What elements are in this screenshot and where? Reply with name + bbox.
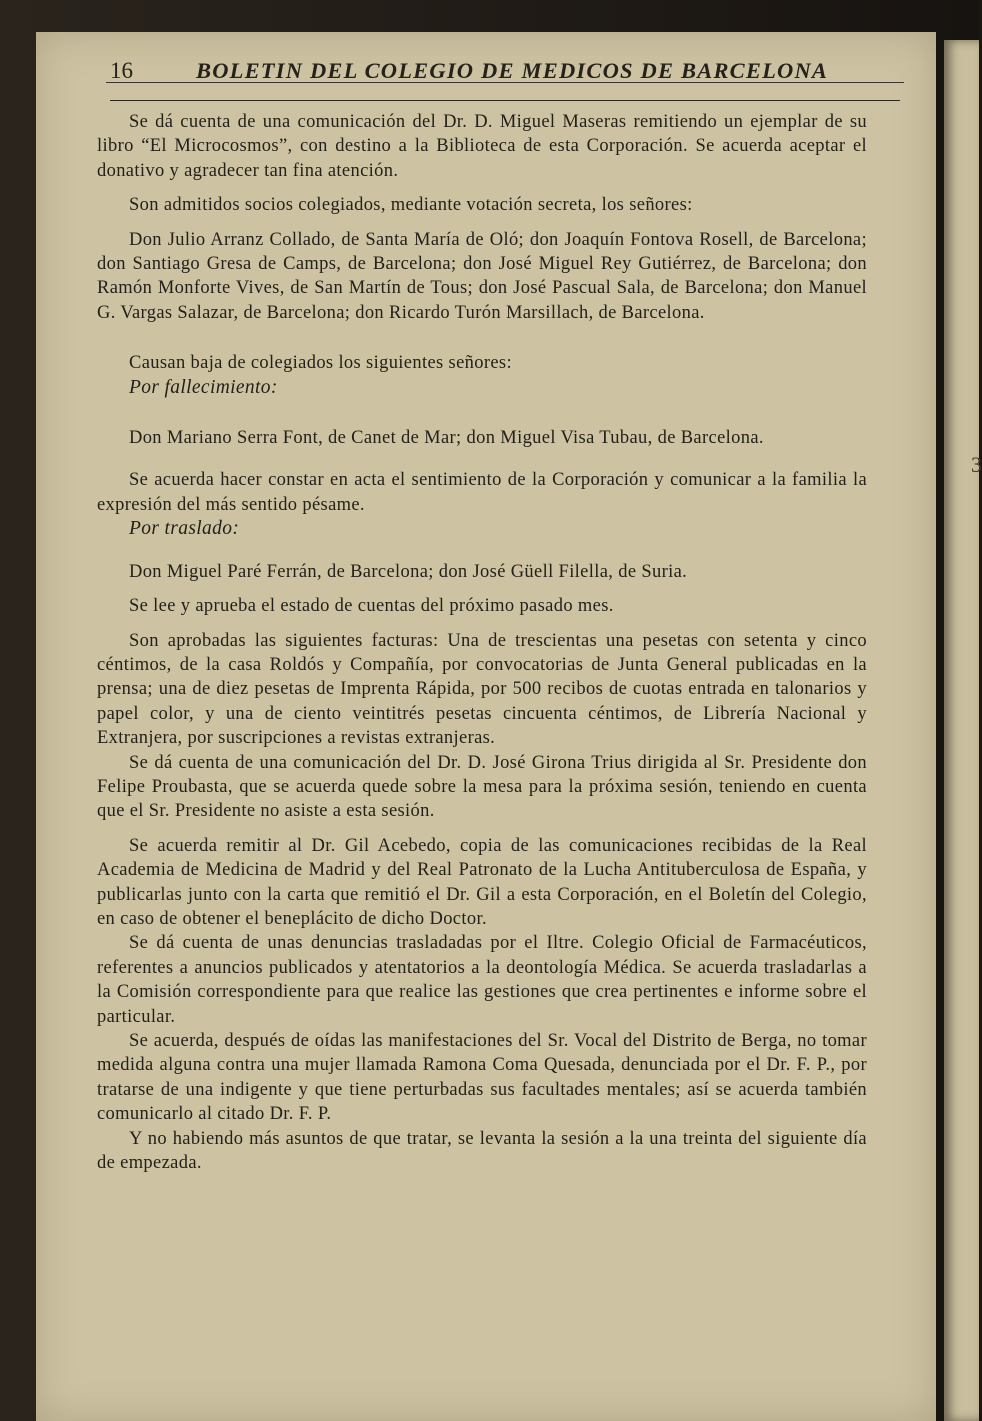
paragraph-admitted-list: Don Julio Arranz Collado, de Santa María de Oló; don Joaquín Fontova Rosell, de Barcelona; don Santiago Gresa de Camps, de Barcelona; don José Miguel Rey Gutiérrez, de Barcelona; don Ramón Monforte Vives, de San Martín de Tous; don José Pascual Sala, de Barcelona; don Manuel G. Vargas Salazar, de Barcelona; don Ricardo Turón Marsillach, de Barcelona.	[97, 229, 867, 323]
running-title: BOLETIN DEL COLEGIO DE MEDICOS DE BARCELONA	[196, 58, 829, 83]
next-page-edge	[944, 40, 982, 1421]
paragraph-closing: Y no habiendo más asuntos de que tratar, se levanta la sesión a la una treinta del siguiente día de empezada.	[97, 1128, 867, 1174]
paragraph-accounts: Se lee y aprueba el estado de cuentas del próximo pasado mes.	[129, 596, 614, 617]
paragraph-condolences: Se acuerda hacer constar en acta el sentimiento de la Corporación y comunicar a la familia la expresión del más sentido pésame.	[97, 470, 867, 515]
page-number: 16	[110, 58, 133, 83]
paragraph-removed-intro: Causan baja de colegiados los siguientes señores:	[129, 353, 512, 374]
paragraph-berga: Se acuerda, después de oídas las manifestaciones del Sr. Vocal del Distrito de Berga, no tomar medida alguna contra una mujer llamada Ramona Coma Quesada, denunciada por el Dr. F. P., por tratarse de una indigente y que tiene perturbadas sus facultades mentales; así se acuerda también comunicarlo al citado Dr. F. P.	[97, 1031, 867, 1125]
paragraph-admitted-intro: Son admitidos socios colegiados, mediante votación secreta, los señores:	[129, 195, 693, 216]
paragraph-acebedo: Se acuerda remitir al Dr. Gil Acebedo, copia de las comunicaciones recibidas de la Real Academia de Medicina de Madrid y del Real Patronato de la Lucha Antituberculosa de España, y publicarlas junto con la carta que remitió el Dr. Gil a esta Corporación, en el Boletín del Colegio, en caso de obtener el beneplácito de dicho Doctor.	[97, 835, 867, 929]
paragraph-complaints: Se dá cuenta de unas denuncias trasladadas por el Iltre. Colegio Oficial de Farmacéuticos, referentes a anuncios publicados y atentatorios a la deontología Médica. Se acuerda trasladarlas a la Comisión correspondiente para que realice las gestiones que crea pertinentes e informe sobre el particular.	[97, 933, 867, 1027]
heading-transfer: Por traslado:	[129, 518, 240, 540]
article-body	[97, 110, 867, 1175]
paragraph-girona: Se dá cuenta de una comunicación del Dr. D. José Girona Trius dirigida al Sr. Presidente don Felipe Proubasta, que se acuerda quede sobre la mesa para la próxima sesión, teniendo en cuenta que el Sr. Presidente no asiste a esta sesión.	[97, 752, 867, 822]
next-page-mark: 3	[971, 452, 982, 477]
paragraph-donation: Se dá cuenta de una comunicación del Dr. D. Miguel Maseras remitiendo un ejemplar de su libro “El Microcosmos”, con destino a la Biblioteca de esta Corporación. Se acuerda aceptar el donativo y agradecer tan fina atención.	[97, 112, 867, 181]
heading-deceased: Por fallecimiento:	[129, 376, 278, 398]
paragraph-invoices: Son aprobadas las siguientes facturas: Una de trescientas una pesetas con setenta y cinco céntimos, de la casa Roldós y Compañía, por convocatorias de Junta General publicadas en la prensa; una de diez pesetas de Imprenta Rápida, por 500 recibos de cuotas entrada en talonarios y papel color, y una de ciento veintitrés pesetas cincuenta céntimos, de Librería Nacional y Extranjera, por suscripciones a revistas extranjeras.	[97, 630, 867, 749]
paragraph-transfer-list: Don Miguel Paré Ferrán, de Barcelona; don José Güell Filella, de Suria.	[129, 561, 688, 582]
paragraph-deceased-list: Don Mariano Serra Font, de Canet de Mar; don Miguel Visa Tubau, de Barcelona.	[129, 428, 764, 449]
